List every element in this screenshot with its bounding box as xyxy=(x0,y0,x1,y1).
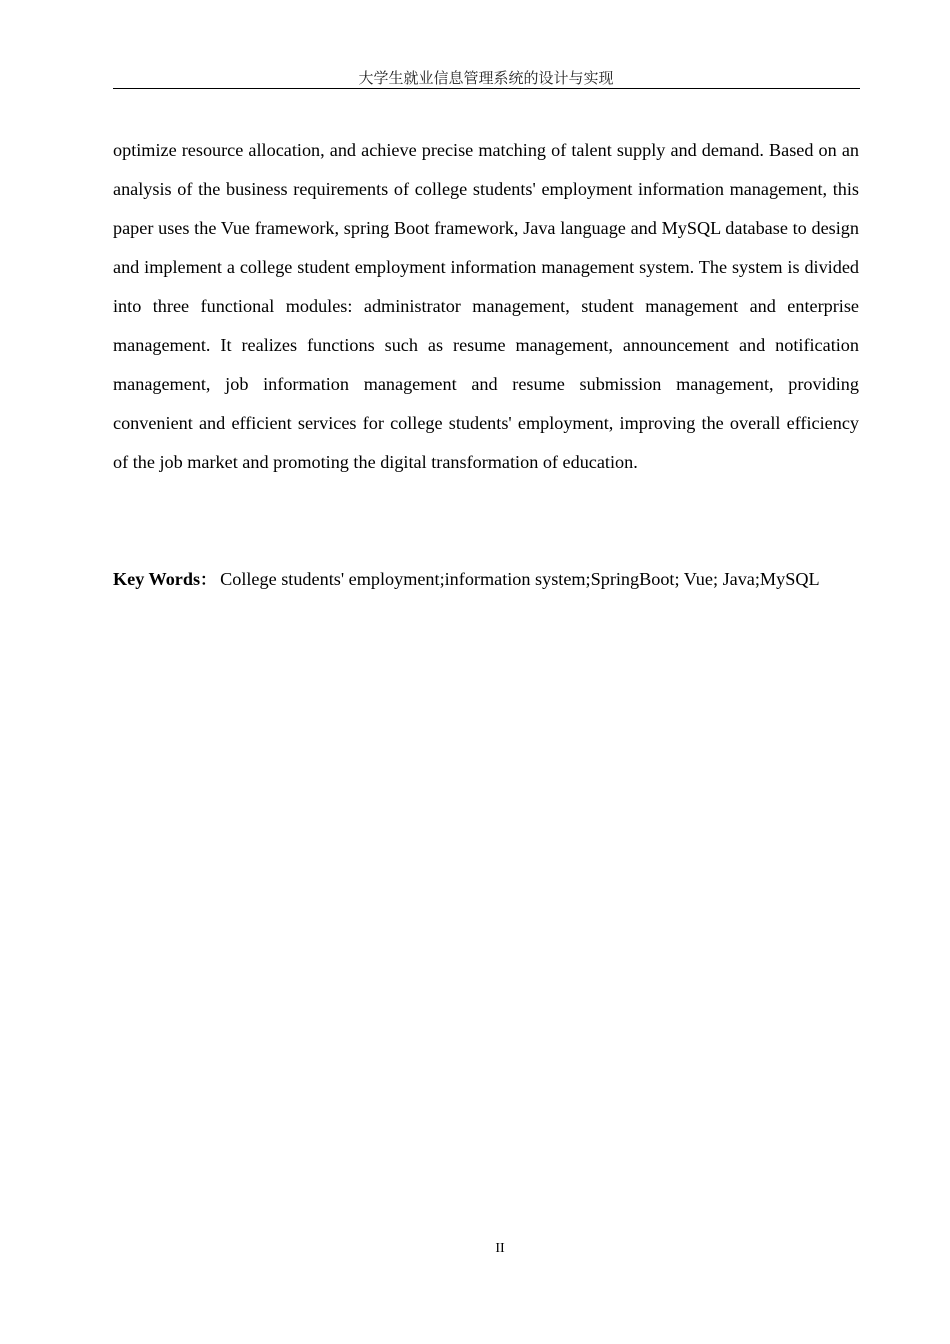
running-header-title: 大学生就业信息管理系统的设计与实现 xyxy=(358,69,614,87)
keywords-value: College students' employment;information system;SpringBoot; Vue; Java;MySQL xyxy=(220,569,820,589)
keywords-line xyxy=(113,560,873,599)
header-divider xyxy=(113,88,860,89)
keywords-label: Key Words xyxy=(113,569,201,589)
keywords-separator: ： xyxy=(200,570,217,589)
page-number: II xyxy=(495,1241,505,1256)
abstract-paragraph: optimize resource allocation, and achieve precise matching of talent supply and demand. Based on an analysis of the business requirements of college students' employment information management, this paper uses the Vue framework, spring Boot framework, Java language and MySQL database to design and implement a college student employment information management system. The system is divided into three functional modules: administrator management, student management and enterprise management. It realizes functions such as resume management, announcement and notification management, job information management and resume submission management, providing convenient and efficient services for college students' employment, improving the overall efficiency of the job market and promoting the digital transformation of education. xyxy=(113,140,859,472)
